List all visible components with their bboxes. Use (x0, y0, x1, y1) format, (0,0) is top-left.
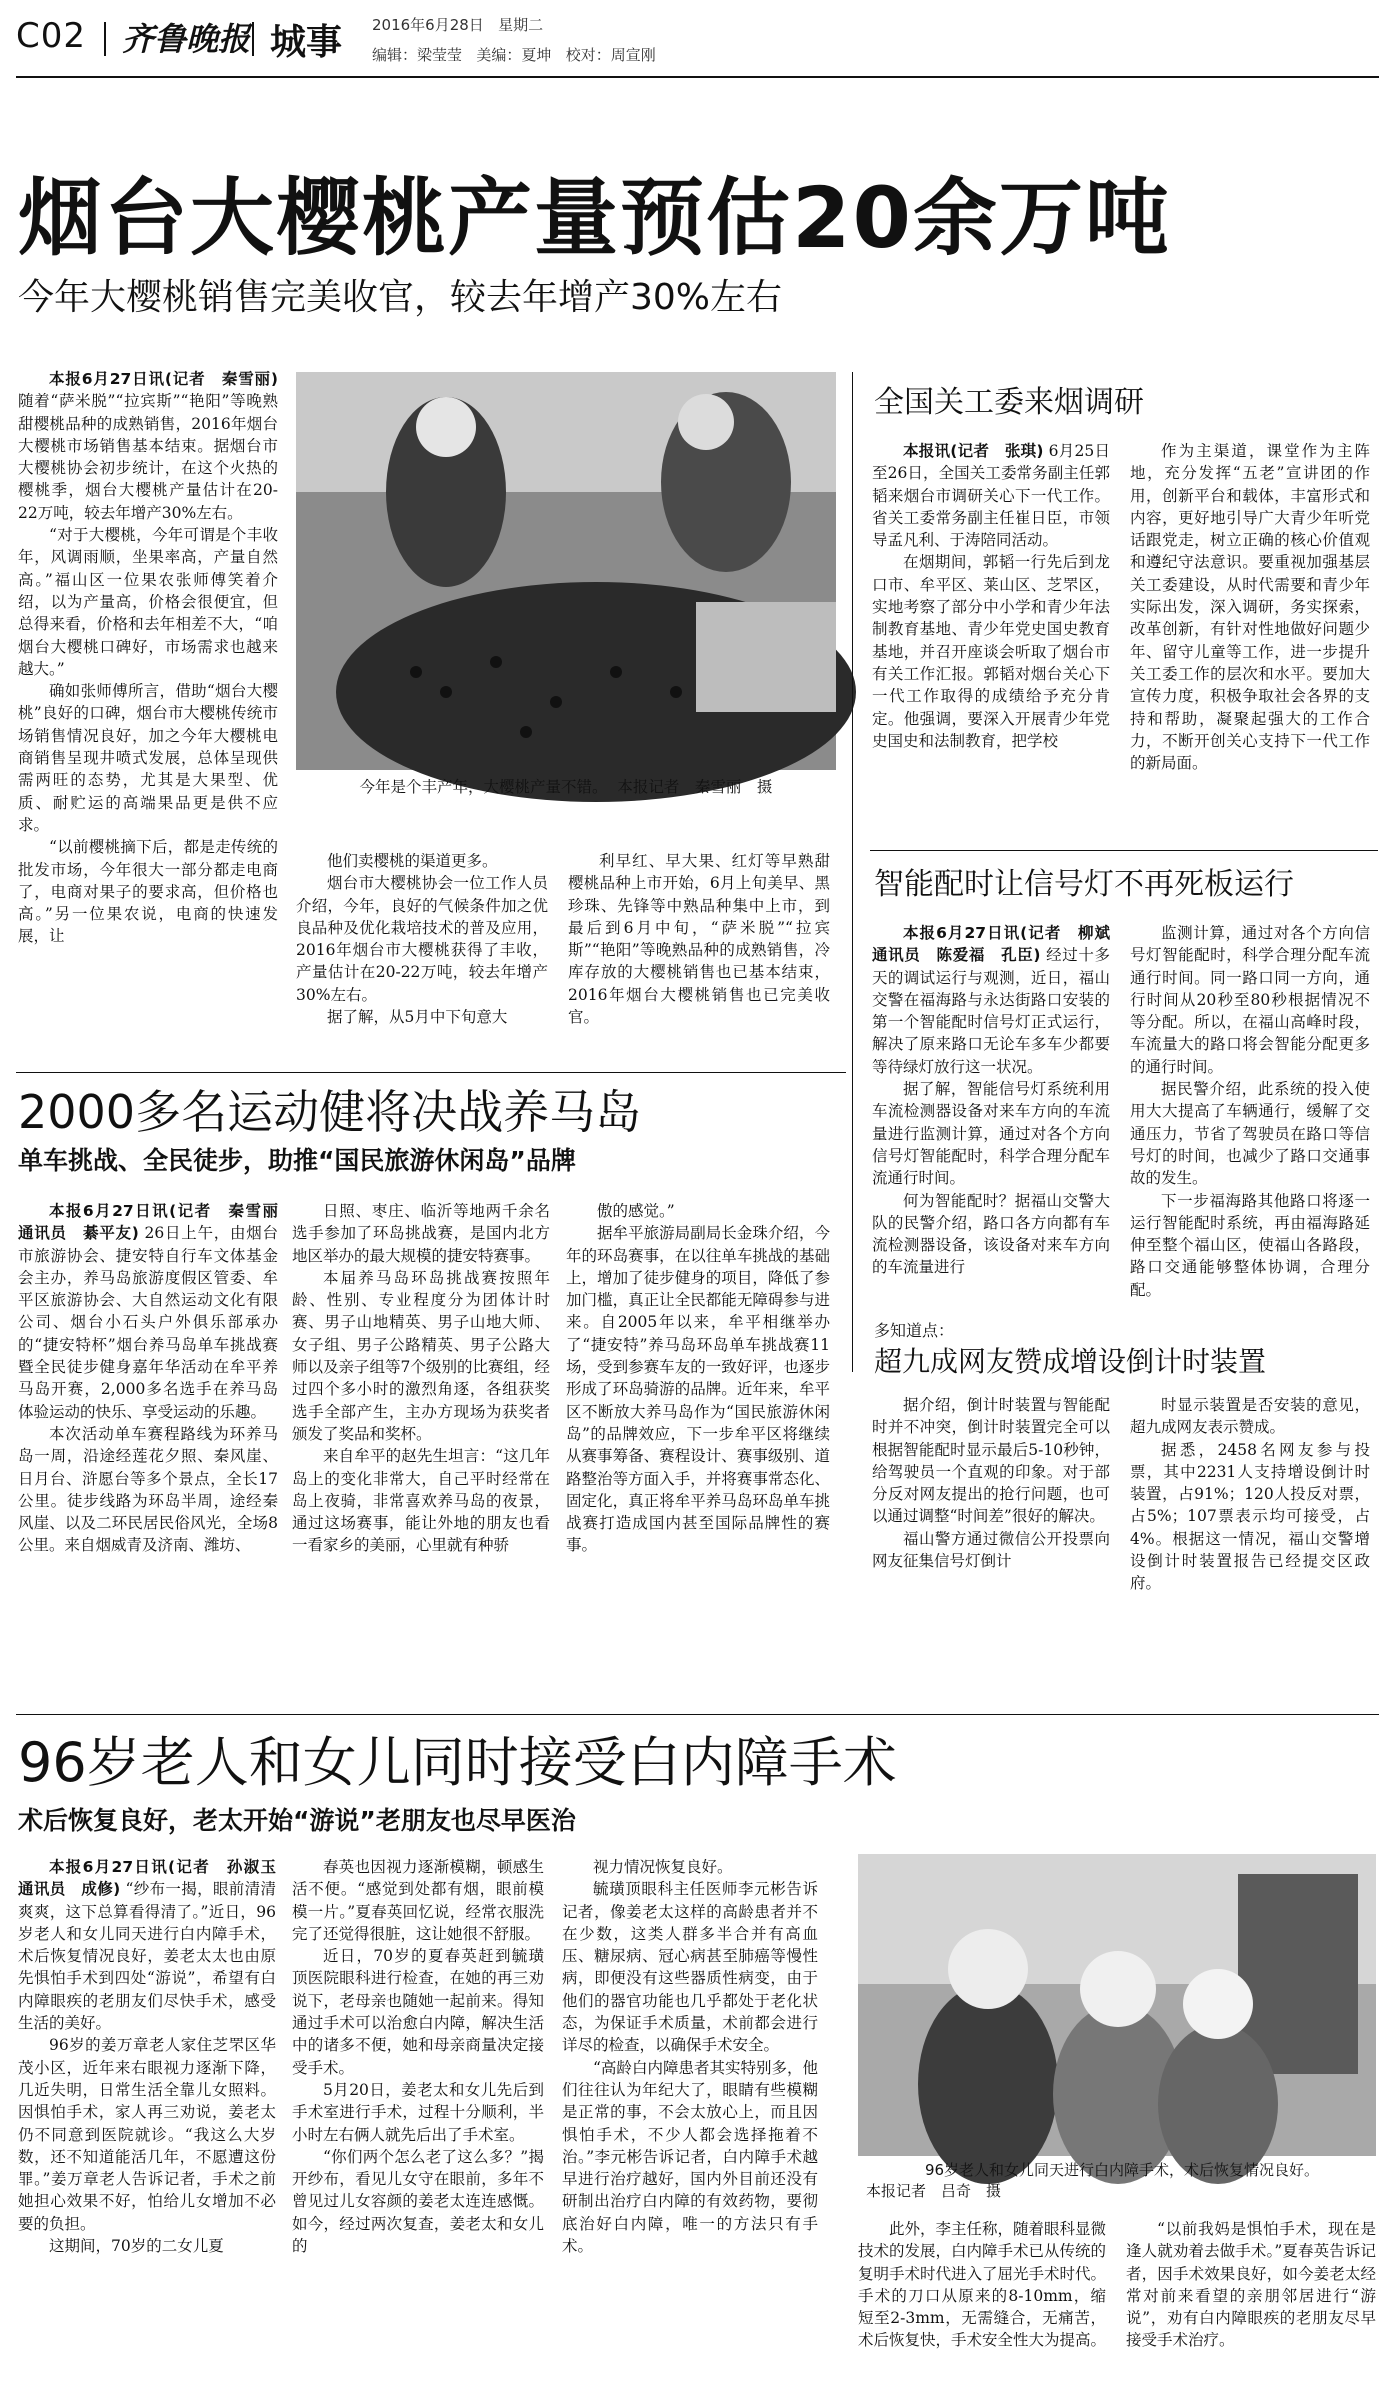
traffic-headline: 智能配时让信号灯不再死板运行 (874, 867, 1294, 902)
caption-text: 今年是个丰产年，大樱桃产量不错。 (359, 778, 608, 796)
race-column-3 (566, 1200, 830, 1704)
section-rule (16, 1714, 1379, 1715)
race-paragraph: 本次活动单车赛程路线为环养马岛一周，沿途经莲花夕照、秦风崖、日月台、浒愿台等多个景点，全长17公里。徒步线路为环岛半周，途经秦风崖、以及二环民居民俗风光，全场8公里。来自烟威青及济南、潍坊、 (18, 1424, 278, 1555)
cherry-paragraph: 烟台市大樱桃协会一位工作人员介绍，今年，良好的气候条件加之优良品种及优化栽培技术的普及应用，2016年烟台市大樱桃获得了丰收，产量估计在20-22万吨，较去年增产30%左右。 (296, 874, 548, 1004)
eye-photo (858, 1854, 1376, 2156)
eye-paragraph: 近日，70岁的夏春英赶到毓璜顶医院眼科进行检查，在她的再三劝说下，老母亲也随她一起前来。得知通过手术可以治愈白内障，解决生活中的诸多不便，她和母亲商量决定接受手术。 (292, 1947, 544, 2077)
proof-label: 校对： (565, 46, 611, 64)
cherry-subheadline: 今年大樱桃销售完美收官，较去年增产30%左右 (18, 277, 783, 318)
eye-paragraph: “纱布一揭，眼前清清爽爽，这下总算看得清了。”近日，96岁老人和女儿同天进行白内障手术，术后恢复情况良好，姜老太太也由原先惧怕手术到四处“游说”，希望有白内障眼疾的老朋友们尽快手术，感受生活的美好。 (18, 1880, 276, 2033)
cherry-paragraph: 利早红、早大果、红灯等早熟甜樱桃品种上市开始，6月上旬美早、黑珍珠、先锋等中熟品种集中上市，到最后到6月中旬，“萨米脱”“拉宾斯”“艳阳”等晚熟品种的成熟销售，冷库存放的大樱桃销售也已基本结束，2016年烟台大樱桃销售也已完美收官。 (568, 852, 830, 1027)
eye-subheadline: 术后恢复良好，老太开始“游说”老朋友也尽早医治 (18, 1806, 576, 1835)
traffic-sidebar-column-2 (1130, 1394, 1370, 1700)
race-subheadline: 单车挑战、全民徒步，助推“国民旅游休闲岛”品牌 (18, 1146, 576, 1175)
cherry-photo-image (296, 372, 836, 770)
smoke-column-2 (1130, 440, 1370, 826)
cherry-paragraph: 他们卖樱桃的渠道更多。 (327, 852, 498, 870)
smoke-dateline: 本报讯(记者 张琪) (903, 442, 1044, 460)
eye-paragraph: “以前我妈是惧怕手术，现在是逢人就劝着去做手术。”夏春英告诉记者，因手术效果良好，如今姜老太经常对前来看望的亲朋邻居进行“游说”，劝有白内障眼疾的老朋友尽早接受手术治疗。 (1126, 2220, 1376, 2350)
race-column-2 (292, 1200, 550, 1704)
cherry-column-2 (296, 850, 548, 1060)
race-headline: 2000多名运动健将决战养马岛 (18, 1085, 642, 1139)
eye-column-1 (18, 1856, 292, 2384)
eye-column-5 (1126, 2218, 1376, 2388)
section-rule (870, 850, 1378, 851)
smoke-paragraph: 6月25日至26日，全国关工委常务副主任郭韬来烟台市调研关心下一代工作。省关工委常务副主任崔日臣，市领导孟凡利、于涛陪同活动。 (872, 442, 1110, 550)
page-code: C02 (16, 16, 87, 56)
smoke-paragraph: 作为主渠道，课堂作为主阵地，充分发挥“五老”宣讲团的作用，创新平台和载体，丰富形式和内容，更好地引导广大青少年听党话跟党走，树立正确的核心价值观和遵纪守法意识。要重视加强基层关工委建设，从时代需要和青少年实际出发，深入调研，务实探索，改革创新，有针对性地做好问题少年、留守儿童等工作，进一步提升关工委工作的层次和水平。要加大宣传力度，积极争取社会各界的支持和帮助，凝聚起强大的工作合力，不断开创关心支持下一代工作的新局面。 (1130, 442, 1370, 773)
editor: 梁莹莹 (417, 46, 463, 64)
caption-text: 96岁老人和女儿同天进行白内障手术，术后恢复情况良好。 (924, 2161, 1320, 2179)
race-paragraph: 据牟平旅游局副局长金珠介绍，今年的环岛赛事，在以往单车挑战的基础上，增加了徒步健身的项目，降低了参加门槛，真正让全民都能无障碍参与进来。自2005年以来，牟平相继举办了“捷安特”养马岛环岛单车挑战赛11场，受到参赛车友的一致好评，也逐步形成了环岛骑游的品牌。近年来，牟平区不断放大养马岛作为“国民旅游休闲岛”的品牌效应，下一步牟平区将继续从赛事筹备、赛程设计、赛事级别、道路整治等方面入手，并将赛事常态化、固定化，真正将牟平养马岛环岛单车挑战赛打造成国内甚至国际品牌性的赛事。 (566, 1224, 830, 1555)
header-divider (252, 22, 254, 56)
issue-date (372, 14, 543, 35)
paper-name-logo: 齐鲁晚报 (122, 20, 251, 58)
traffic-paragraph: 福山警方通过微信公开投票向网友征集信号灯倒计 (872, 1529, 1110, 1571)
cherry-paragraph: “以前樱桃摘下后，都是走传统的批发市场，今年很大一部分都走电商了，电商对果子的要求高，但价格也高。”另一位果农说，电商的快速发展，让 (18, 838, 278, 946)
eye-photo-image (858, 1854, 1376, 2156)
traffic-column-2 (1130, 922, 1370, 1306)
section-name: 城事 (270, 22, 343, 63)
eye-paragraph: 毓璜顶眼科主任医师李元彬告诉记者，像姜老太这样的高龄患者并不在少数，这类人群多半合并有高血压、糖尿病、冠心病甚至肺癌等慢性病，即便没有这些器质性病变，由于他们的器官功能也几乎都处于老化状态，为保证手术质量，术前都会进行详尽的检查，以确保手术安全。 (562, 1880, 818, 2055)
eye-dateline: 本报6月27日讯(记者 孙淑玉 通讯员 成修) (18, 1858, 292, 1899)
race-paragraph: 傲的感觉。” (597, 1202, 675, 1220)
photo-credit: 本报记者 秦雪丽 摄 (617, 778, 773, 796)
traffic-sidebar-label: 多知道点： (874, 1321, 955, 1340)
traffic-paragraph: 监测计算，通过对各个方向信号灯智能配时，科学合理分配车流通行时间。同一路口同一方向，通行时间从20秒至80秒根据情况不等分配。所以，在福山高峰时段，车流量大的路口将会智能分配更多的通行时间。 (1130, 924, 1370, 1076)
traffic-paragraph: 下一步福海路其他路口将逐一运行智能配时系统，再由福海路延伸至整个福山区，使福山各路段，路口交通能够整体协调，合理分配。 (1130, 1191, 1370, 1299)
eye-paragraph: 5月20日，姜老太和女儿先后到手术室进行手术，过程十分顺利，半小时左右俩人就先后出了手术室。 (292, 2080, 544, 2144)
proofreader: 周宣刚 (610, 46, 656, 64)
eye-column-4 (858, 2218, 1106, 2388)
eye-headline: 96岁老人和女儿同时接受白内障手术 (18, 1731, 897, 1794)
column-divider (852, 372, 853, 1372)
cherry-photo-caption (296, 776, 836, 798)
header-rule (16, 76, 1379, 78)
cherry-paragraph: 随着“萨米脱”“拉宾斯”“艳阳”等晚熟甜樱桃品种的成熟销售，2016年烟台大樱桃市场销售基本结束。据烟台市大樱桃协会初步统计，在这个火热的樱桃季，烟台大樱桃产量估计在20-22万吨，较去年增产30%左右。 (18, 392, 278, 522)
race-paragraph: 本届养马岛环岛挑战赛按照年龄、性别、专业程度分为团体计时赛、男子山地精英、男子山地大师、女子组、男子公路精英、男子公路大师以及亲子组等7个级别的比赛组，经过四个多小时的激烈角逐，各组获奖选手全部产生，主办方现场为获奖者颁发了奖品和奖杯。 (292, 1268, 550, 1443)
eye-paragraph: “高龄白内障患者其实特别多，他们往往认为年纪大了，眼睛有些模糊是正常的事，不会太放心上，而且因惧怕手术，不少人都会选择拖着不治。”李元彬告诉记者，白内障手术越早进行治疗越好，国内外目前还没有研制出治疗白内障的有效药物，要彻底治好白内障，唯一的方法只有手术。 (562, 2058, 818, 2256)
traffic-paragraph: 据悉，2458名网友参与投票，其中2231人支持增设倒计时装置，占91%；120人投反对票，占5%；107票表示均可接受，占4%。根据这一情况，福山交警增设倒计时装置报告已经提交区政府。 (1130, 1440, 1370, 1593)
race-column-1 (18, 1200, 294, 1704)
traffic-sidebar-headline: 超九成网友赞成增设倒计时装置 (874, 1345, 1267, 1378)
cherry-photo (296, 372, 836, 770)
editor-label: 编辑： (372, 46, 418, 64)
weekday: 星期二 (498, 16, 544, 34)
eye-column-2 (292, 1856, 544, 2384)
cherry-column-1 (18, 368, 278, 1058)
section-rule (16, 1072, 846, 1073)
cherry-paragraph: “对于大樱桃，今年可谓是个丰收年，风调雨顺，坐果率高，产量自然高。”福山区一位果农张师傅笑着介绍，以为产量高，价格会很便宜，但总得来看，价格和去年相差不大，“咱烟台大樱桃口碑好，市场需求也越来越大。” (18, 526, 278, 678)
eye-paragraph: “你们两个怎么老了这么多？”揭开纱布，看见儿女守在眼前，多年不曾见过儿女容颜的姜老太连连感慨。如今，经过两次复查，姜老太和女儿的 (292, 2147, 544, 2256)
race-paragraph: 26日上午，由烟台市旅游协会、捷安特自行车文体基金会主办，养马岛旅游度假区管委、牟平区旅游协会、大自然运动文化有限公司、烟台小石头户外俱乐部承办的“捷安特杯”烟台养马岛单车挑战赛暨全民徒步健身嘉年华活动在牟平养马岛开赛，2,000多名选手在养马岛体验运动的快乐、享受运动的乐趣。 (18, 1224, 278, 1421)
designer-label: 美编： (476, 46, 522, 64)
smoke-column-1 (872, 440, 1110, 826)
eye-paragraph: 这期间，70岁的二女儿夏 (49, 2237, 224, 2256)
photo-credit: 本报记者 吕奇 摄 (866, 2182, 1002, 2200)
smoke-paragraph: 在烟期间，郭韬一行先后到龙口市、牟平区、莱山区、芝罘区，实地考察了部分中小学和青少年法制教育基地、青少年党史国史教育基地，并召开座谈会听取了烟台市有关工作汇报。郭韬对烟台关心下一代工作取得的成绩给予充分肯定。他强调，要深入开展青少年党史国史和法制教育，把学校 (872, 553, 1110, 750)
race-paragraph: 日照、枣庄、临沂等地两千余名选手参加了环岛挑战赛，是国内北方地区举办的最大规模的捷安特赛事。 (292, 1202, 550, 1265)
eye-paragraph: 96岁的姜万章老人家住芝罘区华茂小区，近年来右眼视力逐渐下降，几近失明，日常生活全靠儿女照料。因惧怕手术，家人再三劝说，姜老太仍不同意到医院就诊。“我这么大岁数，还不知道能活几年，不愿遭这份罪。”姜万章老人告诉记者，手术之前她担心效果不好，怕给儿女增加不必要的负担。 (18, 2036, 276, 2233)
staff-credits (372, 44, 656, 65)
traffic-paragraph: 时显示装置是否安装的意见，超九成网友表示赞成。 (1130, 1396, 1370, 1437)
traffic-paragraph: 经过十多天的调试运行与观测，近日，福山交警在福海路与永达街路口安装的第一个智能配时信号灯正式运行，解决了原来路口无论车多车少都要等待绿灯放行这一状况。 (872, 946, 1110, 1076)
traffic-paragraph: 据介绍，倒计时装置与智能配时并不冲突，倒计时装置完全可以根据智能配时显示最后5-10秒钟，给驾驶员一个直观的印象。对于部分反对网友提出的抢行问题，也可以通过调整“时间差”很好的解决。 (872, 1396, 1110, 1526)
cherry-dateline: 本报6月27日讯(记者 秦雪丽) (49, 370, 278, 388)
designer: 夏坤 (521, 46, 552, 64)
traffic-paragraph: 据民警介绍，此系统的投入使用大大提高了车辆通行，缓解了交通压力，节省了驾驶员在路口等信号灯的时间，也减少了路口交通事故的发生。 (1130, 1080, 1370, 1188)
eye-paragraph: 视力情况恢复良好。 (593, 1858, 733, 1876)
eye-paragraph: 春英也因视力逐渐模糊，顿感生活不便。“感觉到处都有烟，眼前模模一片。”夏春英回忆说，经常衣服洗完了还觉得很脏，这让她很不舒服。 (292, 1858, 544, 1943)
traffic-paragraph: 何为智能配时？据福山交警大队的民警介绍，路口各方向都有车流检测器设备，该设备对来车方向的车流量进行 (872, 1191, 1110, 1277)
cherry-paragraph: 据了解，从5月中下旬意大 (327, 1008, 508, 1027)
traffic-dateline: 本报6月27日讯(记者 柳斌 通讯员 陈爱福 孔臣) (872, 924, 1126, 965)
eye-column-3 (562, 1856, 818, 2384)
header-divider (104, 22, 106, 56)
traffic-paragraph: 据了解，智能信号灯系统利用车流检测器设备对来车方向的车流量进行监测计算，通过对各个方向信号灯智能配时，科学合理分配车流通行时间。 (872, 1080, 1110, 1188)
traffic-column-1 (872, 922, 1126, 1306)
traffic-sidebar-column-1 (872, 1394, 1110, 1700)
cherry-headline: 烟台大樱桃产量预估20余万吨 (18, 169, 1171, 267)
date: 2016年6月28日 (372, 16, 484, 34)
cherry-column-3 (568, 850, 830, 1060)
cherry-paragraph: 确如张师傅所言，借助“烟台大樱桃”良好的口碑，烟台市大樱桃传统市场销售情况良好，加之今年大樱桃电商销售呈现井喷式发展，总体呈现供需两旺的态势，尤其是大果型、优质、耐贮运的高端果品更是供不应求。 (18, 682, 278, 834)
smoke-headline: 全国关工委来烟调研 (874, 385, 1144, 420)
eye-photo-caption (866, 2160, 1378, 2202)
race-paragraph: 来自牟平的赵先生坦言：“这几年岛上的变化非常大，自己平时经常在岛上夜骑，非常喜欢养马岛的夜景，通过这场赛事，能让外地的朋友也看一看家乡的美丽，心里就有种骄 (292, 1447, 550, 1555)
race-dateline: 本报6月27日讯(记者 秦雪丽 通讯员 綦平友) (18, 1202, 294, 1243)
eye-paragraph: 此外，李主任称，随着眼科显微技术的发展，白内障手术已从传统的复明手术时代进入了屈光手术时代。手术的刀口从原来的8-10mm，缩短至2-3mm，无需缝合，无痛苦，术后恢复快，手术安全性大为提高。 (858, 2220, 1107, 2350)
